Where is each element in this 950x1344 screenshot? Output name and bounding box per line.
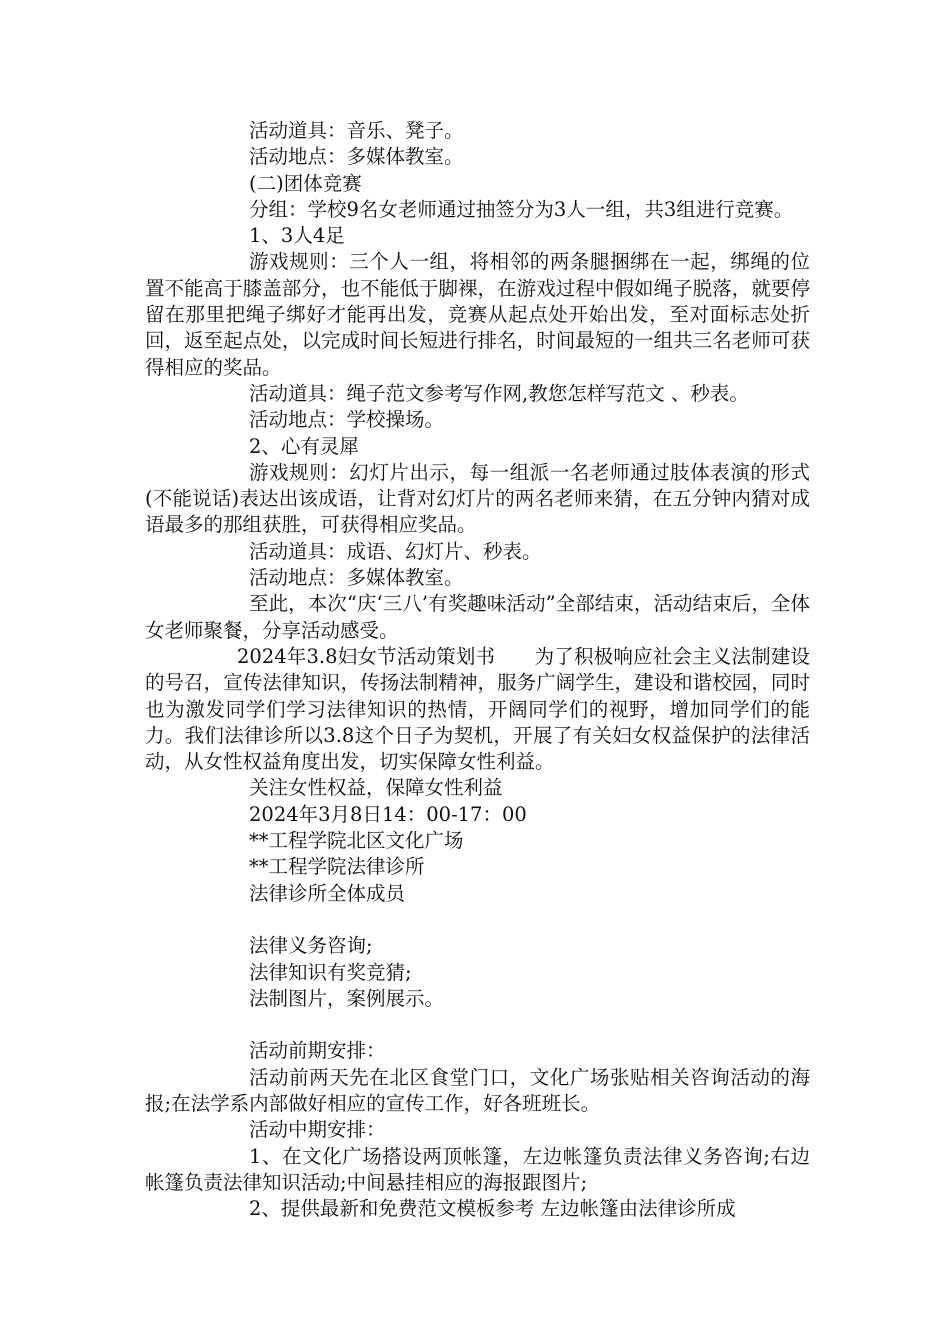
heading-early-arrangement: 活动前期安排： <box>249 1039 386 1063</box>
paragraph-location-1: 活动地点：多媒体教室。 <box>249 145 464 169</box>
paragraph-location-2: 活动地点：学校操场。 <box>249 408 445 432</box>
document-body <box>145 118 810 1222</box>
paragraph-props-1: 活动道具：音乐、凳子。 <box>249 119 464 142</box>
paragraph-mid-arrangement-1: 1、在文化广场搭设两顶帐篷，左边帐篷负责法律义务咨询;右边帐篷负责法律知识活动;中间悬挂相应的海报跟图片; <box>145 1144 810 1194</box>
paragraph-venue: **工程学院北区文化广场 <box>249 829 464 853</box>
paragraph-rules-1: 游戏规则：三个人一组，将相邻的两条腿捆绑在一起，绑绳的位置不能高于膝盖部分，也不能低于脚裸，在游戏过程中假如绳子脱落，就要停留在那里把绳子绑好才能再出发，竞赛从起点处开始出发，至对面标志处折回，返至起点处，以完成时间长短进行排名，时间最短的一组共三名老师可获得相应的奖品。 <box>145 250 810 379</box>
paragraph-plan-intro: 2024年3.8妇女节活动策划书 为了积极响应社会主义法制建设的号召，宣传法律知识，传扬法制精神，服务广阔学生，建设和谐校园，同时也为激发同学们学习法律知识的热情，开阔同学们的视野，增加同学们的能力。我们法律诊所以3.8这个日子为契机，开展了有关妇女权益保护的法律活动，从女性权益角度出发，切实保障女性利益。 <box>145 644 810 774</box>
paragraph-conclusion: 至此，本次“庆‘三八’有奖趣味活动”全部结束，活动结束后，全体女老师聚餐，分享活动感受。 <box>145 592 810 642</box>
paragraph-grouping: 分组：学校9名女老师通过抽签分为3人一组，共3组进行竞赛。 <box>249 197 794 221</box>
section-heading-team: (二)团体竞赛 <box>249 171 362 195</box>
paragraph-early-arrangement: 活动前两天先在北区食堂门口，文化广场张贴相关咨询活动的海报;在法学系内部做好相应的宣传工作，好各班班长。 <box>145 1065 810 1115</box>
blank-line <box>145 907 810 933</box>
paragraph-time: 2024年3月8日14：00-17：00 <box>249 802 527 826</box>
paragraph-theme: 关注女性权益，保障女性利益 <box>249 776 503 800</box>
paragraph-organizer: **工程学院法律诊所 <box>249 855 425 879</box>
item-heading-three-legs: 1、3人4足 <box>249 224 345 248</box>
paragraph-props-2: 活动道具：绳子范文参考写作网,教您怎样写范文 、秒表。 <box>249 381 749 405</box>
paragraph-participants: 法律诊所全体成员 <box>249 881 406 905</box>
paragraph-content-2: 法律知识有奖竞猜; <box>249 960 412 984</box>
paragraph-location-3: 活动地点：多媒体教室。 <box>249 566 464 590</box>
paragraph-props-3: 活动道具：成语、幻灯片、秒表。 <box>249 539 542 563</box>
heading-mid-arrangement: 活动中期安排： <box>249 1118 386 1142</box>
paragraph-rules-2: 游戏规则：幻灯片出示，每一组派一名老师通过肢体表演的形式(不能说话)表达出该成语，让背对幻灯片的两名老师来猜，在五分钟内猜对成语最多的那组获胜，可获得相应奖品。 <box>145 460 810 537</box>
paragraph-content-3: 法制图片，案例展示。 <box>249 986 445 1010</box>
blank-line <box>145 1012 810 1038</box>
paragraph-mid-arrangement-2: 2、提供最新和免费范文模板参考 左边帐篷由法律诊所成 <box>249 1197 736 1221</box>
paragraph-content-1: 法律义务咨询; <box>249 934 373 958</box>
item-heading-telepathy: 2、心有灵犀 <box>249 434 359 458</box>
